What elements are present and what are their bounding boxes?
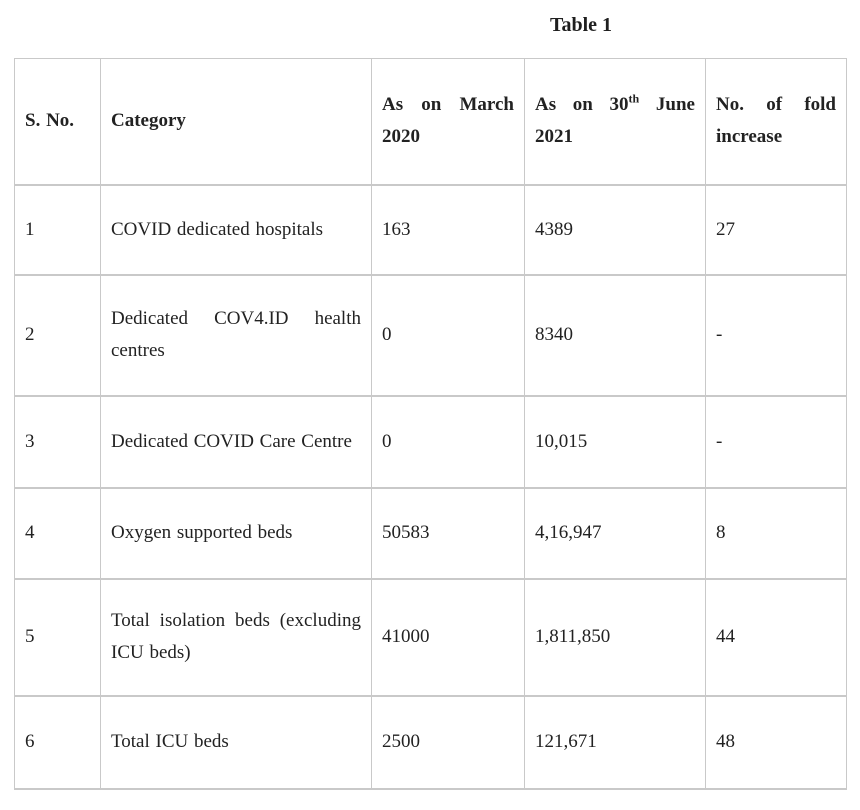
cell-category: COVID dedicated hospitals bbox=[101, 185, 372, 275]
cell-sno: 5 bbox=[15, 579, 101, 696]
word: fold bbox=[804, 94, 836, 116]
header-as-on-30th-june-2021-line2: 2021 bbox=[535, 126, 573, 148]
cell-june-2021: 4,16,947 bbox=[525, 488, 706, 579]
cell-march-2020: 50583 bbox=[372, 488, 525, 579]
word: March bbox=[459, 94, 514, 116]
word: COV4.ID bbox=[214, 308, 289, 329]
cell-june-2021: 4389 bbox=[525, 185, 706, 275]
word: Dedicated bbox=[111, 308, 189, 329]
cell-sno: 1 bbox=[15, 185, 101, 275]
cell-june-2021: 1,811,850 bbox=[525, 579, 706, 696]
word: 30th bbox=[609, 91, 640, 116]
word: beds bbox=[235, 610, 270, 631]
cell-sno: 4 bbox=[15, 488, 101, 579]
table-row bbox=[15, 488, 847, 579]
page-title: Table 1 bbox=[549, 14, 613, 36]
cell-march-2020: 163 bbox=[372, 185, 525, 275]
word: (excluding bbox=[279, 610, 361, 631]
cell-fold-increase: - bbox=[706, 275, 847, 396]
cell-march-2020: 2500 bbox=[372, 696, 525, 789]
table-1 bbox=[14, 58, 847, 790]
table-row bbox=[15, 696, 847, 789]
cell-sno: 2 bbox=[15, 275, 101, 396]
word: of bbox=[766, 94, 783, 116]
header-sno: S. No. bbox=[15, 59, 101, 185]
table-row bbox=[15, 185, 847, 275]
cell-sno: 3 bbox=[15, 396, 101, 488]
header-no-of-fold-increase-line2: increase bbox=[716, 126, 783, 148]
cell-category-line2: ICU beds) bbox=[111, 642, 191, 663]
word: on bbox=[421, 94, 442, 116]
word: on bbox=[572, 94, 593, 116]
cell-category: Dedicated COVID Care Centre bbox=[101, 396, 372, 488]
header-as-on-march-2020-line2: 2020 bbox=[382, 126, 420, 148]
word: Total bbox=[111, 610, 150, 631]
header-as-on-march-2020-line1 bbox=[382, 89, 514, 121]
cell-fold-increase: 44 bbox=[706, 579, 847, 696]
cell-category bbox=[101, 275, 372, 396]
cell-category bbox=[101, 579, 372, 696]
cell-category: Total ICU beds bbox=[101, 696, 372, 789]
header-no-of-fold-increase bbox=[706, 59, 847, 185]
cell-june-2021: 8340 bbox=[525, 275, 706, 396]
cell-fold-increase: 27 bbox=[706, 185, 847, 275]
table-row bbox=[15, 579, 847, 696]
table-row bbox=[15, 396, 847, 488]
cell-june-2021: 10,015 bbox=[525, 396, 706, 488]
word: isolation bbox=[159, 610, 226, 631]
table-header-row bbox=[15, 59, 847, 185]
cell-fold-increase: 48 bbox=[706, 696, 847, 789]
header-as-on-march-2020 bbox=[372, 59, 525, 185]
cell-sno: 6 bbox=[15, 696, 101, 789]
cell-march-2020: 0 bbox=[372, 275, 525, 396]
cell-fold-increase: - bbox=[706, 396, 847, 488]
cell-category-line1 bbox=[111, 605, 361, 637]
header-as-on-30th-june-2021-line1 bbox=[535, 89, 695, 121]
cell-fold-increase: 8 bbox=[706, 488, 847, 579]
word: As bbox=[382, 94, 404, 116]
superscript: th bbox=[628, 91, 640, 106]
header-no-of-fold-increase-line1 bbox=[716, 89, 836, 121]
word: As bbox=[535, 94, 557, 116]
table-row bbox=[15, 275, 847, 396]
word: No. bbox=[716, 94, 744, 116]
header-category: Category bbox=[101, 59, 372, 185]
header-as-on-30th-june-2021 bbox=[525, 59, 706, 185]
cell-march-2020: 41000 bbox=[372, 579, 525, 696]
word: health bbox=[314, 308, 361, 329]
cell-category: Oxygen supported beds bbox=[101, 488, 372, 579]
cell-june-2021: 121,671 bbox=[525, 696, 706, 789]
word: June bbox=[655, 94, 695, 116]
cell-category-line2: centres bbox=[111, 340, 165, 361]
cell-march-2020: 0 bbox=[372, 396, 525, 488]
cell-category-line1 bbox=[111, 303, 361, 335]
